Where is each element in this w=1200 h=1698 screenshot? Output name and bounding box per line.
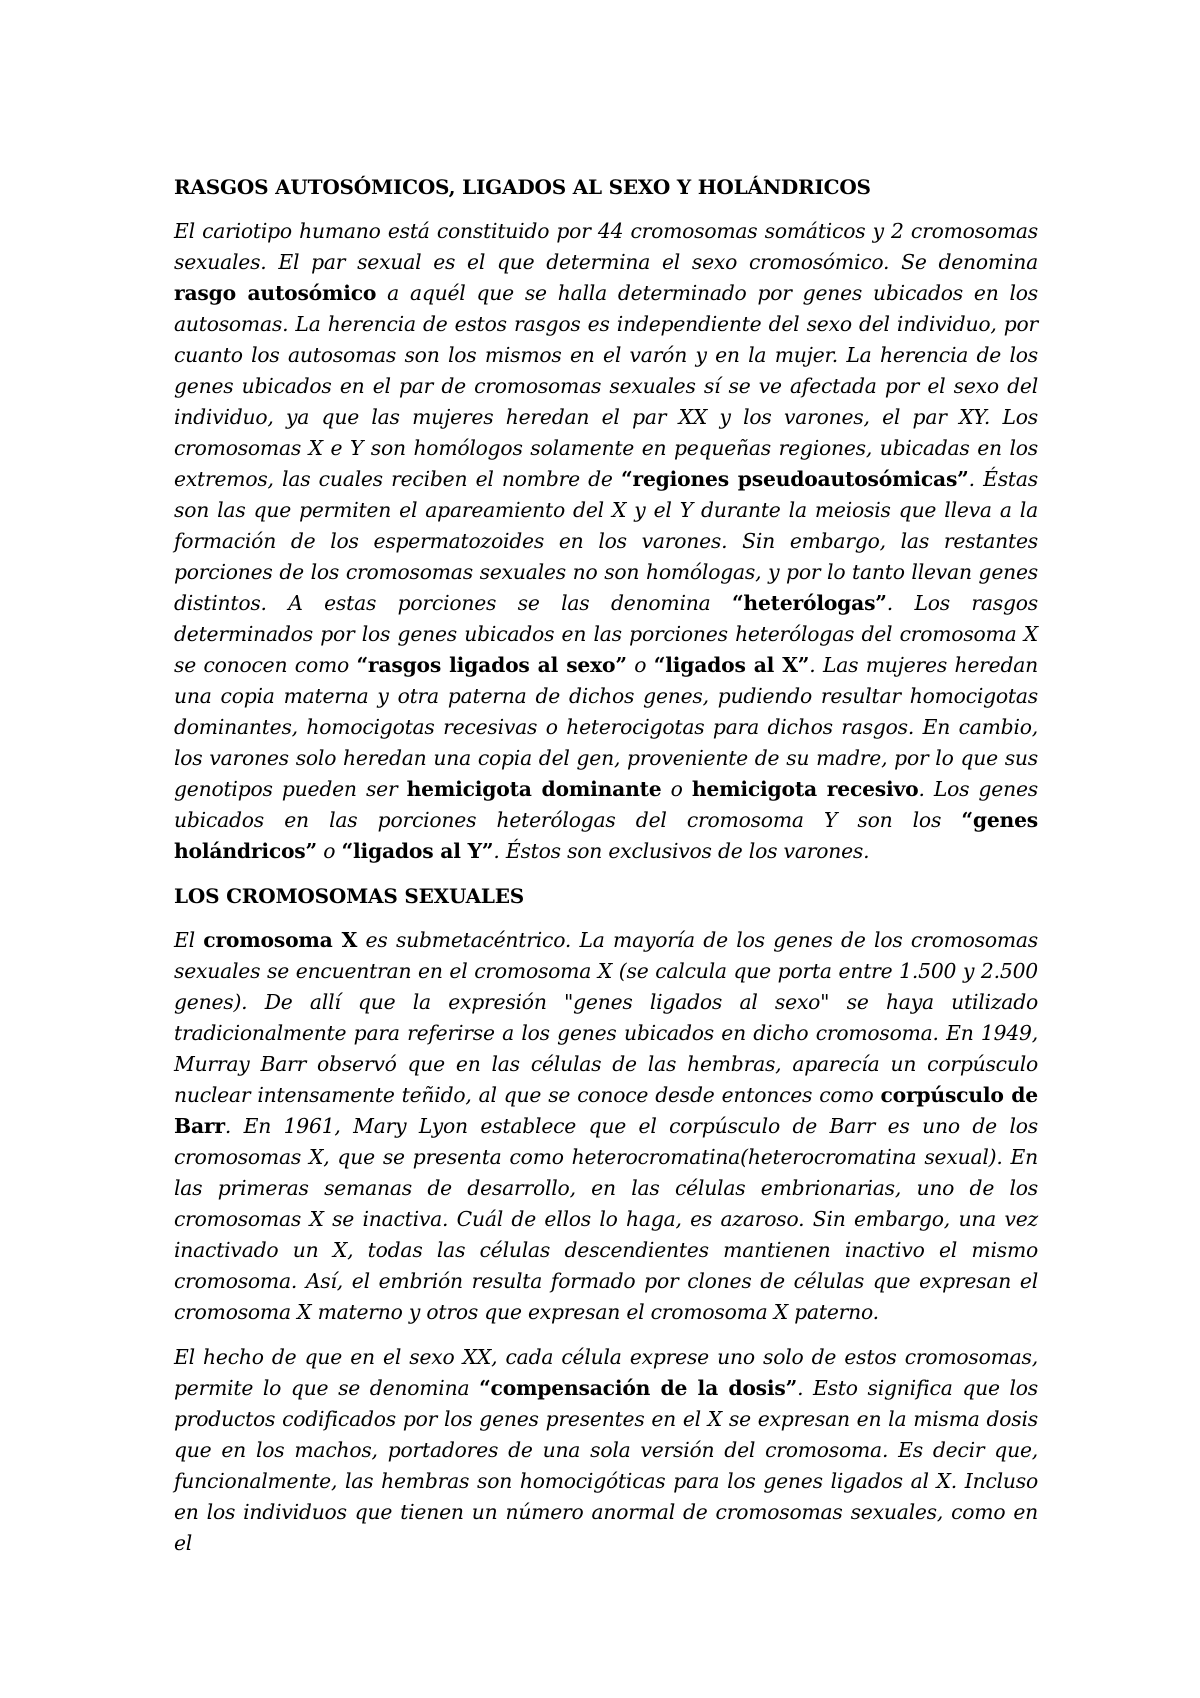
text-run: a aquél que se halla determinado por genes ubicados en los autosomas. La herencia de estos rasgos es independiente del sexo del individuo, por cuanto los autosomas son los mismos en el varón y en la mujer. La herencia de los genes ubicados en el par de cromosomas sexuales sí se ve afectada por el sexo del individuo, ya que las mujeres heredan el par XX y los varones, el par XY. Los cromosomas X e Y son homólogos solamente en pequeñas regiones, ubicadas en los extremos, las cuales reciben el nombre de: [174, 281, 1038, 491]
text-run: El hecho de que en el sexo XX, cada célula exprese uno solo de estos cromosomas, permite lo que se denomina: [174, 1345, 1038, 1400]
bold-term: “compensación de la dosis”: [479, 1376, 798, 1400]
text-run: o: [661, 777, 692, 801]
text-run: . Éstos son exclusivos de los varones.: [493, 839, 870, 863]
bold-term: “ligados al X”: [653, 653, 810, 677]
bold-term: “rasgos ligados al sexo”: [356, 653, 627, 677]
bold-term: “genes holándricos”: [174, 808, 1038, 863]
bold-term: “regiones pseudoautosómicas”: [621, 467, 969, 491]
text-run: es submetacéntrico. La mayoría de los genes de los cromosomas sexuales se encuentran en el cromosoma X (se calcula que porta entre 1.500 y 2.500 genes). De allí que la expresión "genes ligados al sexo" se haya utilizado tradicionalmente para referirse a los genes ubicados en dicho cromosoma. En 1949, Murray Barr observó que en las células de las hembras, aparecía un corpúsculo nuclear intensamente teñido, al que se conoce desde entonces como: [174, 928, 1038, 1107]
section-heading-rasgos: RASGOS AUTOSÓMICOS, LIGADOS AL SEXO Y HOLÁNDRICOS: [174, 175, 871, 199]
paragraph-cromosoma-x: [174, 925, 1038, 1328]
document-page: [174, 172, 1038, 1573]
paragraph-compensacion: [174, 1342, 1038, 1559]
paragraph-rasgos: [174, 216, 1038, 867]
bold-term: rasgo autosómico: [174, 281, 377, 305]
text-run: . Esto significa que los productos codificados por los genes presentes en el X se expresan en la misma dosis que en los machos, portadores de una sola versión del cromosoma. Es decir que, funcionalmente, las hembras son homocigóticas para los genes ligados al X. Incluso en los individuos que tienen un número anormal de cromosomas sexuales, como en el: [174, 1376, 1039, 1555]
text-run: o: [317, 839, 342, 863]
bold-term: cromosoma X: [203, 928, 358, 952]
text-run: o: [626, 653, 654, 677]
bold-term: hemicigota recesivo: [691, 777, 919, 801]
text-run: . Los genes ubicados en las porciones heterólogas del cromosoma Y son los: [174, 777, 1038, 832]
section-heading-cromosomas: LOS CROMOSOMAS SEXUALES: [174, 884, 525, 908]
bold-term: “ligados al Y”: [341, 839, 494, 863]
text-run: El cariotipo humano está constituido por 44 cromosomas somáticos y 2 cromosomas sexuales. El par sexual es el que determina el sexo cromosómico. Se denomina: [174, 219, 1038, 274]
text-run: . Éstas son las que permiten el apareamiento del X y el Y durante la meiosis que lleva a la formación de los espermatozoides en los varones. Sin embargo, las restantes porciones de los cromosomas sexuales no son homólogas, y por lo tanto llevan genes distintos. A estas porciones se las denomina: [174, 467, 1038, 615]
text-run: . Las mujeres heredan una copia materna y otra paterna de dichos genes, pudiendo resultar homocigotas dominantes, homocigotas recesivas o heterocigotas para dichos rasgos. En cambio, los varones solo heredan una copia del gen, proveniente de su madre, por lo que sus genotipos pueden ser: [174, 653, 1039, 801]
bold-term: hemicigota dominante: [406, 777, 662, 801]
text-run: El: [174, 928, 204, 952]
bold-term: “heterólogas”: [731, 591, 887, 615]
text-run: . Los rasgos determinados por los genes ubicados en las porciones heterólogas del cromosoma X se conocen como: [174, 591, 1038, 677]
text-run: . En 1961, Mary Lyon establece que el corpúsculo de Barr es uno de los cromosomas X, que se presenta como heterocromatina(heterocromatina sexual). En las primeras semanas de desarrollo, en las células embrionarias, uno de los cromosomas X se inactiva. Cuál de ellos lo haga, es azaroso. Sin embargo, una vez inactivado un X, todas las células descendientes mantienen inactivo el mismo cromosoma. Así, el embrión resulta formado por clones de células que expresan el cromosoma X materno y otros que expresan el cromosoma X paterno.: [174, 1114, 1038, 1324]
bold-term: corpúsculo de Barr: [174, 1083, 1038, 1138]
